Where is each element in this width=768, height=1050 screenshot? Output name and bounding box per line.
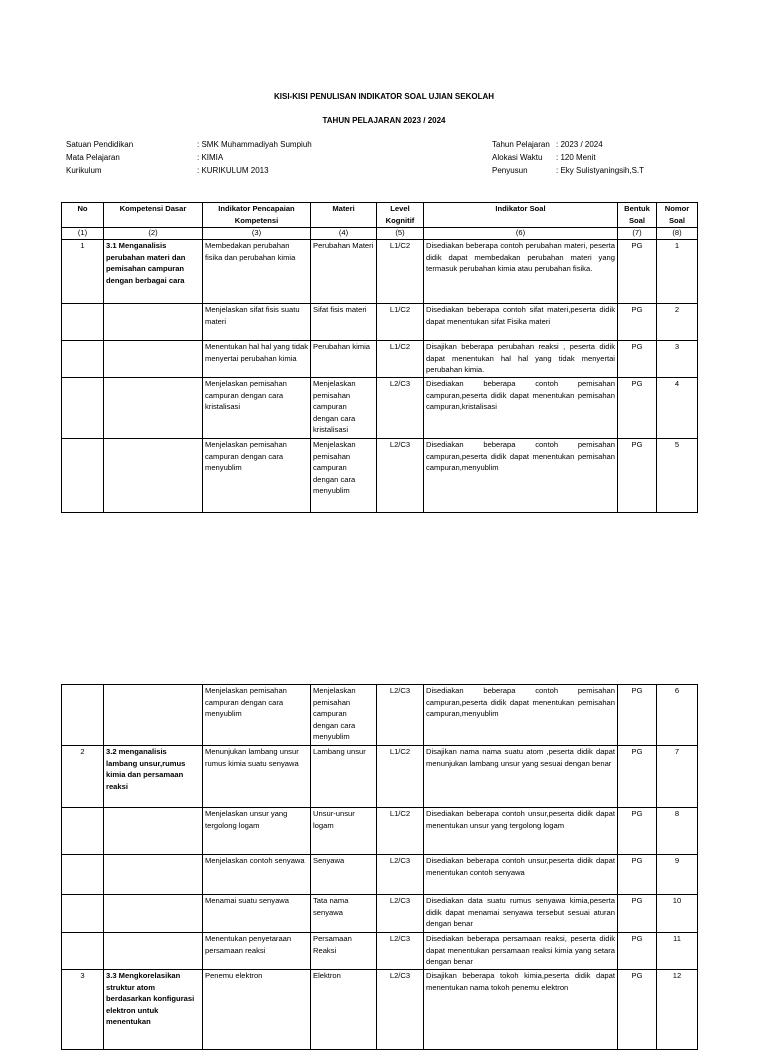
cell-ipk: Menjelaskan unsur yang tergolong logam [203, 808, 311, 855]
cell-indikator-soal: Disediakan beberapa persamaan reaksi, peserta didik dapat menentukan persamaan reaksi kimia yang setara dengan benar [424, 933, 618, 970]
cell-indikator-soal: Disediakan beberapa contoh perubahan materi, peserta didik dapat membedakan perubahan materi yang termasuk perubahan kimia atau perubahan fisika. [424, 240, 618, 304]
cell-nomor: 7 [657, 746, 698, 808]
cell-ipk: Menjelaskan pemisahan campuran dengan cara kristalisasi [203, 378, 311, 439]
cell-kompetensi-dasar [104, 341, 203, 378]
table-row [62, 341, 698, 378]
cell-level: L1/C2 [377, 304, 424, 341]
header-materi: Materi [311, 203, 377, 228]
col-number: (8) [657, 228, 698, 240]
header-kompetensi-dasar: Kompetensi Dasar [104, 203, 203, 228]
header-no: No [62, 203, 104, 228]
cell-materi: Elektron [311, 970, 377, 1050]
col-number: (2) [104, 228, 203, 240]
header-indikator-pencapaian: Indikator Pencapaian Kompetensi [203, 203, 311, 228]
kisi-table-part-1 [61, 202, 698, 513]
cell-no [62, 855, 104, 895]
cell-no [62, 895, 104, 933]
table-row [62, 855, 698, 895]
cell-nomor: 3 [657, 341, 698, 378]
cell-nomor: 10 [657, 895, 698, 933]
cell-no [62, 341, 104, 378]
cell-materi: Perubahan Materi [311, 240, 377, 304]
cell-ipk: Menjelaskan sifat fisis suatu materi [203, 304, 311, 341]
cell-level: L1/C2 [377, 240, 424, 304]
cell-nomor: 4 [657, 378, 698, 439]
cell-kompetensi-dasar [104, 933, 203, 970]
col-number: (1) [62, 228, 104, 240]
cell-indikator-soal: Disediakan beberapa contoh pemisahan campuran,peserta didik dapat menentukan pemisahan campuran,menyublim [424, 439, 618, 513]
cell-kompetensi-dasar [104, 304, 203, 341]
cell-kompetensi-dasar [104, 808, 203, 855]
cell-nomor: 2 [657, 304, 698, 341]
cell-ipk: Menentukan hal hal yang tidak menyertai perubahan kimia [203, 341, 311, 378]
cell-indikator-soal: Disediakan beberapa contoh unsur,peserta didik dapat menentukan unsur yang tergolong logam [424, 808, 618, 855]
cell-materi: Persamaan Reaksi [311, 933, 377, 970]
table-row [62, 439, 698, 513]
cell-no [62, 933, 104, 970]
cell-ipk: Menunjukan lambang unsur rumus kimia suatu senyawa [203, 746, 311, 808]
table-header-row [62, 203, 698, 228]
cell-bentuk: PG [618, 746, 657, 808]
cell-materi: Menjelaskan pemisahan campuran dengan cara kristalisasi [311, 378, 377, 439]
table-row [62, 808, 698, 855]
cell-bentuk: PG [618, 933, 657, 970]
cell-kompetensi-dasar [104, 439, 203, 513]
cell-level: L2/C3 [377, 933, 424, 970]
cell-materi: Menjelaskan pemisahan campuran dengan cara menyublim [311, 685, 377, 746]
col-number: (3) [203, 228, 311, 240]
header-nomor-soal: Nomor Soal [657, 203, 698, 228]
cell-no [62, 439, 104, 513]
cell-indikator-soal: Disediakan data suatu rumus senyawa kimia,peserta didik dapat menamai senyawa tersebut sesuai aturan dengan benar [424, 895, 618, 933]
cell-kompetensi-dasar [104, 895, 203, 933]
table-row [62, 895, 698, 933]
cell-ipk: Membedakan perubahan fisika dan perubahan kimia [203, 240, 311, 304]
cell-level: L2/C3 [377, 685, 424, 746]
cell-kompetensi-dasar [104, 855, 203, 895]
cell-level: L2/C3 [377, 378, 424, 439]
cell-bentuk: PG [618, 304, 657, 341]
cell-bentuk: PG [618, 855, 657, 895]
cell-ipk: Menjelaskan pemisahan campuran dengan cara menyublim [203, 439, 311, 513]
cell-indikator-soal: Disediakan beberapa contoh sifat materi,peserta didik dapat menentukan sifat Fisika materi [424, 304, 618, 341]
info-label-alokasi: Alokasi Waktu [492, 153, 543, 162]
cell-indikator-soal: Disajikan beberapa perubahan reaksi , peserta didik dapat menentukan hal hal yang tidak menyertai perubahan kimia. [424, 341, 618, 378]
table-row [62, 970, 698, 1050]
cell-level: L1/C2 [377, 341, 424, 378]
cell-materi: Senyawa [311, 855, 377, 895]
table-row [62, 685, 698, 746]
cell-bentuk: PG [618, 808, 657, 855]
header-bentuk-soal: Bentuk Soal [618, 203, 657, 228]
cell-no [62, 304, 104, 341]
cell-bentuk: PG [618, 970, 657, 1050]
header-indikator-soal: Indikator Soal [424, 203, 618, 228]
cell-no: 3 [62, 970, 104, 1050]
cell-indikator-soal: Disediakan beberapa contoh pemisahan campuran,peserta didik dapat menentukan pemisahan campuran,kristalisasi [424, 378, 618, 439]
col-number: (7) [618, 228, 657, 240]
cell-no: 1 [62, 240, 104, 304]
cell-bentuk: PG [618, 240, 657, 304]
document-title: KISI-KISI PENULISAN INDIKATOR SOAL UJIAN SEKOLAH [273, 92, 495, 101]
cell-nomor: 12 [657, 970, 698, 1050]
cell-materi: Lambang unsur [311, 746, 377, 808]
cell-nomor: 11 [657, 933, 698, 970]
kisi-table-part-2 [61, 684, 698, 1050]
info-value-satuan: : SMK Muhammadiyah Sumpiuh [197, 140, 312, 149]
cell-bentuk: PG [618, 341, 657, 378]
cell-ipk: Menjelaskan contoh senyawa [203, 855, 311, 895]
cell-level: L1/C2 [377, 746, 424, 808]
header-level-kognitif: Level Kognitif [377, 203, 424, 228]
cell-nomor: 9 [657, 855, 698, 895]
col-number: (4) [311, 228, 377, 240]
cell-level: L2/C3 [377, 855, 424, 895]
cell-no [62, 685, 104, 746]
cell-kompetensi-dasar: 3.3 Mengkorelasikan struktur atom berdasarkan konfigurasi elektron untuk menentukan [104, 970, 203, 1050]
col-number: (6) [424, 228, 618, 240]
cell-level: L2/C3 [377, 970, 424, 1050]
cell-bentuk: PG [618, 685, 657, 746]
cell-materi: Perubahan kimia [311, 341, 377, 378]
info-value-alokasi: : 120 Menit [556, 153, 596, 162]
table-row [62, 378, 698, 439]
document-subtitle: TAHUN PELAJARAN 2023 / 2024 [322, 116, 446, 125]
info-label-kurikulum: Kurikulum [66, 166, 102, 175]
table-row [62, 746, 698, 808]
cell-kompetensi-dasar [104, 378, 203, 439]
cell-indikator-soal: Disediakan beberapa contoh pemisahan campuran,peserta didik dapat menentukan pemisahan campuran,menyublim [424, 685, 618, 746]
info-label-penyusun: Penyusun [492, 166, 528, 175]
cell-ipk: Menamai suatu senyawa [203, 895, 311, 933]
cell-level: L2/C3 [377, 439, 424, 513]
cell-materi: Unsur-unsur logam [311, 808, 377, 855]
cell-level: L1/C2 [377, 808, 424, 855]
cell-kompetensi-dasar: 3.1 Menganalisis perubahan materi dan pemisahan campuran dengan berbagai cara [104, 240, 203, 304]
column-number-row [62, 228, 698, 240]
cell-no [62, 378, 104, 439]
info-value-kurikulum: : KURIKULUM 2013 [197, 166, 269, 175]
cell-ipk: Menjelaskan pemisahan campuran dengan cara menyublim [203, 685, 311, 746]
cell-ipk: Penemu elektron [203, 970, 311, 1050]
cell-indikator-soal: Disajikan beberapa tokoh kimia,peserta didik dapat menentukan nama tokoh penemu elektron [424, 970, 618, 1050]
cell-no [62, 808, 104, 855]
cell-indikator-soal: Disediakan beberapa contoh unsur,peserta didik dapat menentukan contoh senyawa [424, 855, 618, 895]
cell-kompetensi-dasar: 3.2 menganalisis lambang unsur,rumus kimia dan persamaan reaksi [104, 746, 203, 808]
cell-kompetensi-dasar [104, 685, 203, 746]
table-row [62, 933, 698, 970]
col-number: (5) [377, 228, 424, 240]
cell-bentuk: PG [618, 378, 657, 439]
cell-level: L2/C3 [377, 895, 424, 933]
cell-nomor: 5 [657, 439, 698, 513]
info-value-tahun: : 2023 / 2024 [556, 140, 603, 149]
cell-materi: Menjelaskan pemisahan campuran dengan cara menyublim [311, 439, 377, 513]
cell-nomor: 1 [657, 240, 698, 304]
table-row [62, 304, 698, 341]
cell-bentuk: PG [618, 895, 657, 933]
info-label-tahun: Tahun Pelajaran [492, 140, 550, 149]
cell-ipk: Menentukan penyetaraan persamaan reaksi [203, 933, 311, 970]
info-value-mapel: : KIMIA [197, 153, 224, 162]
info-label-satuan: Satuan Pendidikan [66, 140, 134, 149]
info-label-mapel: Mata Pelajaran [66, 153, 120, 162]
cell-materi: Tata nama senyawa [311, 895, 377, 933]
cell-nomor: 8 [657, 808, 698, 855]
cell-materi: Sifat fisis materi [311, 304, 377, 341]
cell-indikator-soal: Disajikan nama nama suatu atom ,peserta didik dapat menunjukan lambang unsur yang sesuai dengan benar [424, 746, 618, 808]
cell-bentuk: PG [618, 439, 657, 513]
table-row [62, 240, 698, 304]
cell-no: 2 [62, 746, 104, 808]
info-value-penyusun: : Eky Sulistyaningsih,S.T [556, 166, 645, 175]
cell-nomor: 6 [657, 685, 698, 746]
